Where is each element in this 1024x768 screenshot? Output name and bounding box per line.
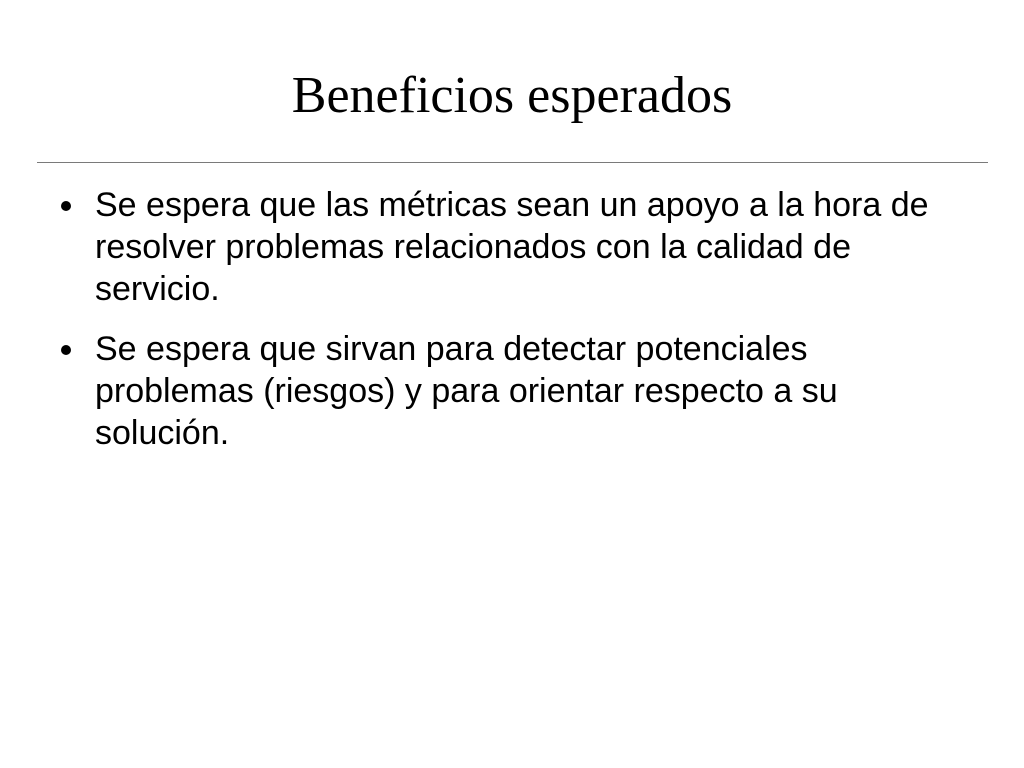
- bullet-item: [0, 328, 975, 454]
- slide-title: Beneficios esperados: [291, 67, 733, 124]
- bullet-icon: [61, 201, 71, 211]
- bullet-list: [0, 184, 1024, 472]
- bullet-text: Se espera que las métricas sean un apoyo a la hora de resolver problemas relacionados con la calidad de servicio.: [95, 186, 929, 308]
- title-divider: [37, 162, 988, 163]
- bullet-icon: [61, 345, 71, 355]
- bullet-text: Se espera que sirvan para detectar potenciales problemas (riesgos) y para orientar respecto a su solución.: [95, 330, 838, 452]
- bullet-item: [0, 184, 975, 310]
